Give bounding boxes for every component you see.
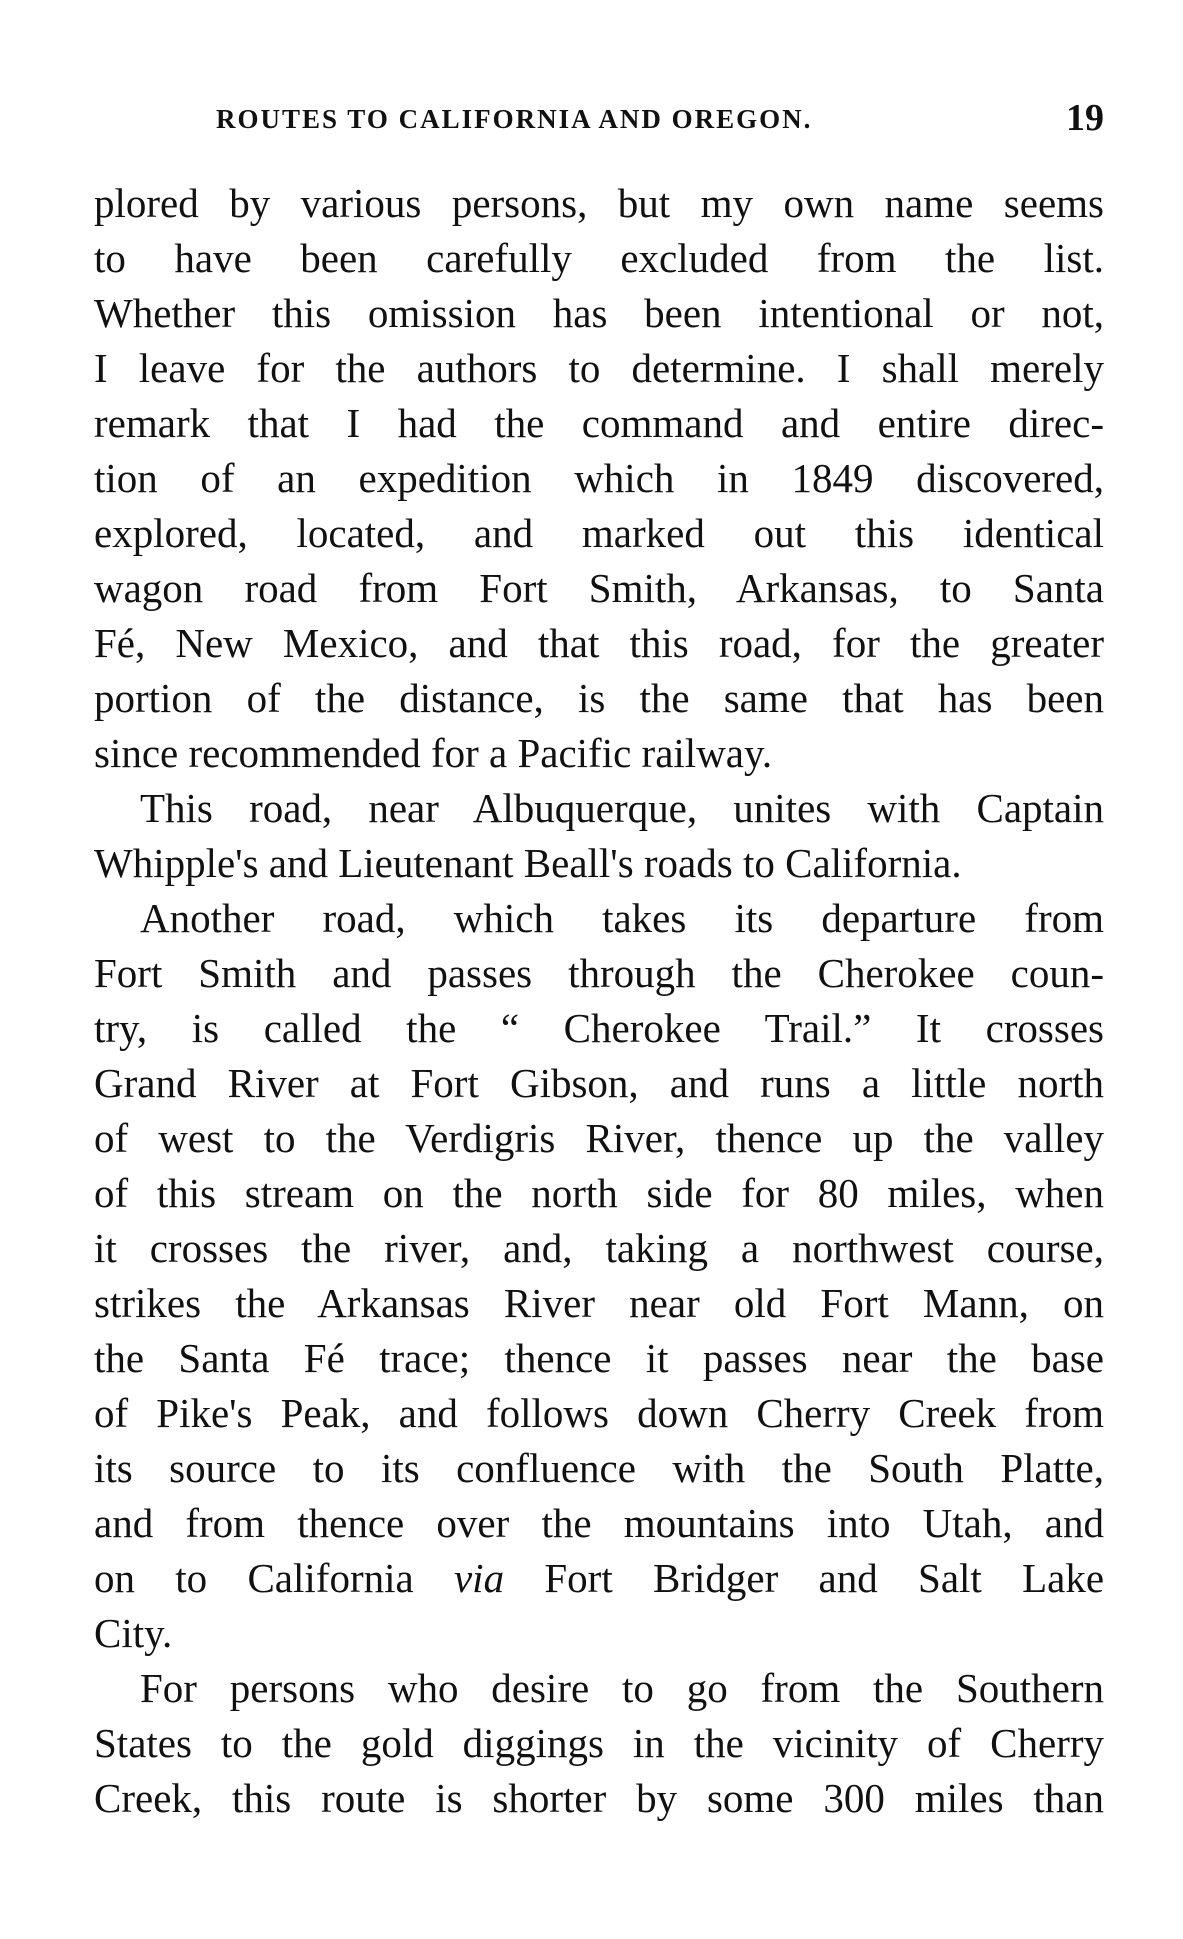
text-line: and from thence over the mountains into Utah, and: [94, 1500, 1104, 1546]
running-head: [94, 97, 1104, 144]
italic-text: via: [453, 1555, 505, 1601]
text-line: Fort Smith and passes through the Cherokee coun-: [94, 950, 1104, 996]
text-line: its source to its confluence with the South Platte,: [94, 1445, 1104, 1491]
text-line: of Pike's Peak, and follows down Cherry Creek from: [94, 1390, 1104, 1436]
text-line: States to the gold diggings in the vicinity of Cherry: [94, 1720, 1104, 1766]
text-line: of west to the Verdigris River, thence up the valley: [94, 1115, 1104, 1161]
text-segment: Fort Bridger and Salt Lake: [544, 1555, 1104, 1601]
text-line: Whether this omission has been intentional or not,: [94, 290, 1104, 336]
text-line: Fé, New Mexico, and that this road, for the greater: [94, 620, 1104, 666]
text-line: portion of the distance, is the same that has been: [94, 675, 1104, 721]
page-number: 19: [1066, 97, 1104, 139]
text-line: Whipple's and Lieutenant Beall's roads to California.: [94, 840, 962, 886]
text-line: City.: [94, 1610, 173, 1656]
text-line: strikes the Arkansas River near old Fort Mann, on: [94, 1280, 1104, 1326]
text-line: For persons who desire to go from the Southern: [140, 1665, 1104, 1711]
text-line: remark that I had the command and entire direc-: [94, 400, 1104, 446]
text-line: the Santa Fé trace; thence it passes near the base: [94, 1335, 1104, 1381]
text-line: explored, located, and marked out this identical: [94, 510, 1104, 556]
text-line: since recommended for a Pacific railway.: [94, 730, 773, 776]
text-line: to have been carefully excluded from the list.: [94, 235, 1104, 281]
text-segment: on to California: [94, 1555, 414, 1601]
text-line: it crosses the river, and, taking a northwest course,: [94, 1225, 1104, 1271]
body-text: [94, 176, 1104, 1826]
running-title: ROUTES TO CALIFORNIA AND OREGON.: [216, 104, 813, 134]
text-line: try, is called the “ Cherokee Trail.” It crosses: [94, 1005, 1104, 1051]
text-line: of this stream on the north side for 80 miles, when: [94, 1170, 1104, 1216]
text-line: plored by various persons, but my own name seems: [94, 180, 1104, 226]
text-line: tion of an expedition which in 1849 discovered,: [94, 455, 1104, 501]
text-line: This road, near Albuquerque, unites with Captain: [140, 785, 1104, 831]
text-line: I leave for the authors to determine. I shall merely: [94, 345, 1104, 391]
text-line: Another road, which takes its departure from: [140, 895, 1104, 941]
text-line: Creek, this route is shorter by some 300 miles than: [94, 1775, 1104, 1821]
text-line: [94, 1551, 1104, 1606]
text-line: wagon road from Fort Smith, Arkansas, to Santa: [94, 565, 1104, 611]
text-line: Grand River at Fort Gibson, and runs a little north: [94, 1060, 1104, 1106]
